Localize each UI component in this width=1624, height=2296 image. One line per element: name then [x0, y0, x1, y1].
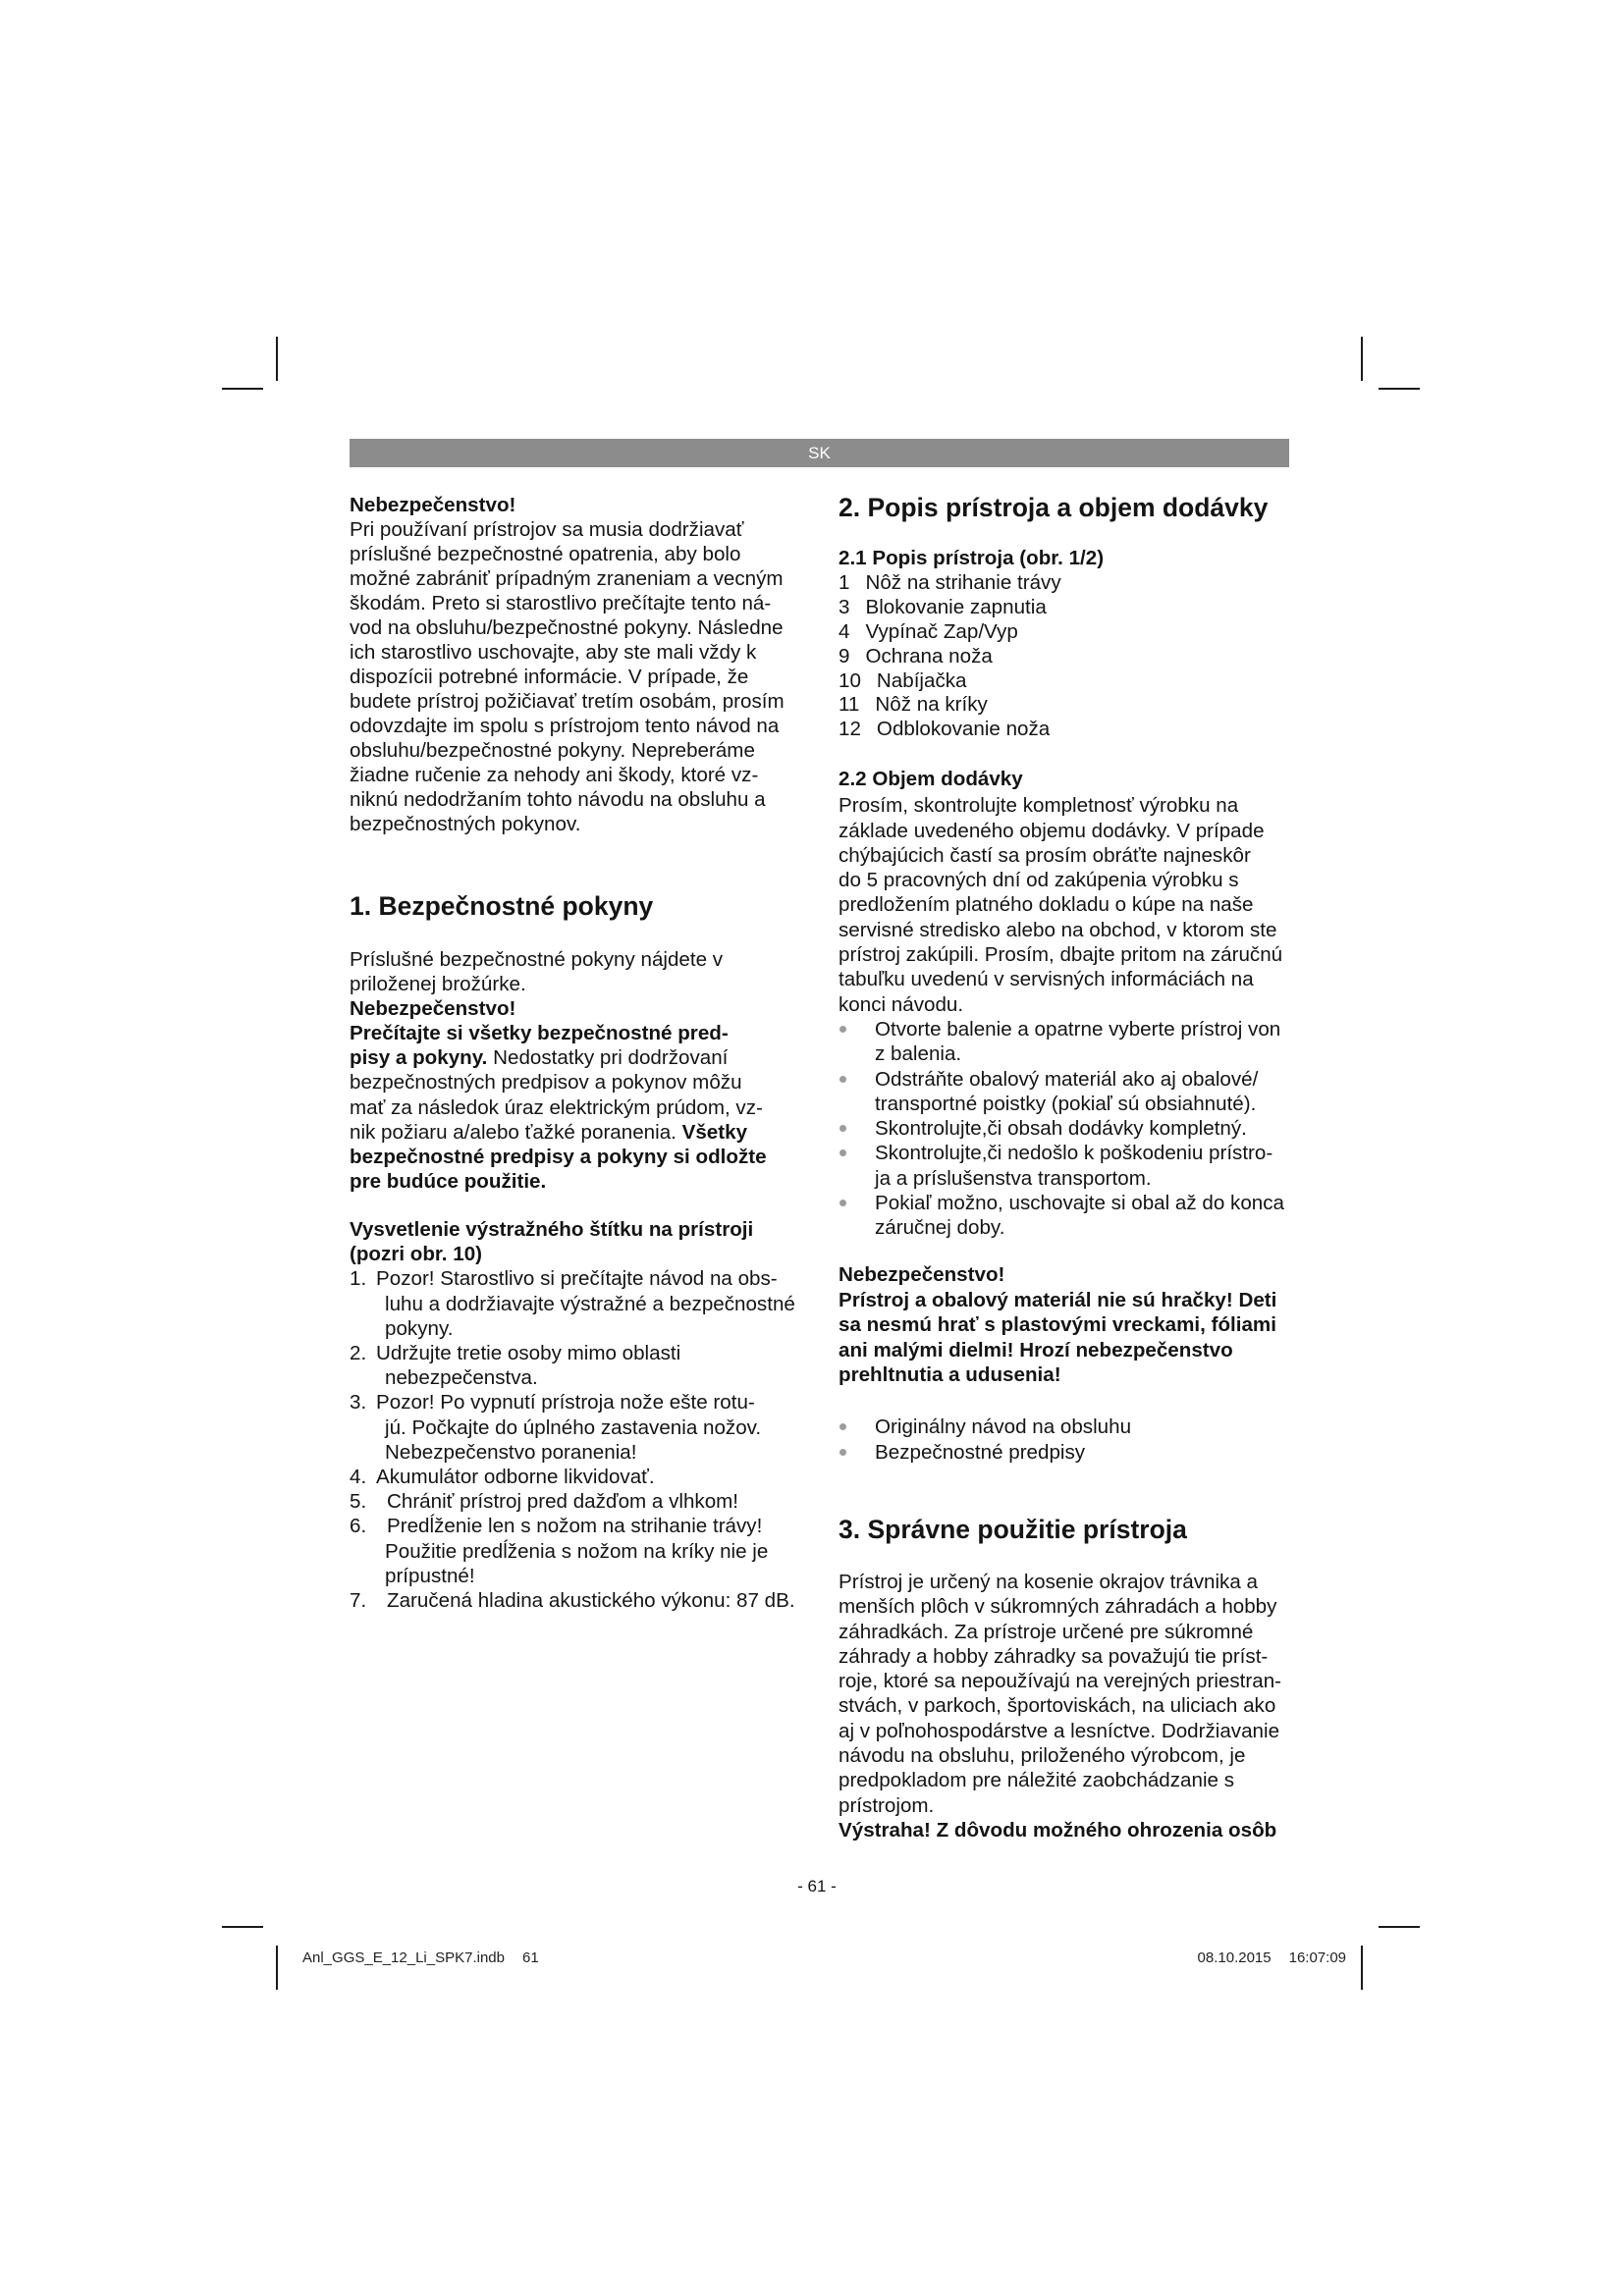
label-item: [350, 1588, 821, 1613]
label-item: [350, 1514, 821, 1588]
crop-mark-bottom-left-vertical: [276, 1946, 278, 1990]
footer-date: 08.10.2015: [1197, 1949, 1272, 1966]
label-item-number: 5.: [350, 1490, 367, 1514]
section-1-heading: 1. Bezpečnostné pokyny: [350, 891, 654, 921]
section-1-body: [350, 947, 821, 1194]
parts-item: [839, 718, 1310, 742]
label-item: [350, 1465, 821, 1489]
section-3-warning: Výstraha! Z dôvodu možného ohrozenia osôb: [839, 1818, 1277, 1842]
label-item-number: 4.: [350, 1466, 367, 1489]
label-item: [350, 1341, 821, 1390]
footer-time: 16:07:09: [1288, 1949, 1346, 1966]
delivery-bullet: [839, 1116, 1310, 1141]
delivery-bullet: [839, 1191, 1310, 1241]
danger-text: Prístroj a obalový materiál nie sú hračky! Deti sa nesmú hrať s plastovými vreckami, fóliami ani malými dielmi! Hrozí nebezpečenstvo prehltnutia a udusenia!: [839, 1288, 1277, 1387]
crop-mark-bottom-right-vertical: [1361, 1946, 1363, 1990]
delivery-bullet-text: Skontrolujte,či obsah dodávky kompletný.: [875, 1117, 1247, 1141]
page-number: - 61 -: [797, 1877, 837, 1896]
bullet-icon: [839, 1026, 846, 1033]
parts-item: [839, 596, 1310, 620]
delivery-bullet: [839, 1141, 1310, 1191]
language-header-bar: [350, 439, 1289, 467]
parts-item-label: Vypínač Zap/Vyp: [865, 619, 1018, 643]
included-bullet: [839, 1415, 1310, 1440]
intro-warning: [350, 493, 821, 836]
danger-notice: [839, 1262, 1310, 1388]
section-1-warning-paragraph: [350, 1021, 821, 1194]
crop-mark-bottom-left-horizontal: [222, 1926, 263, 1928]
bullet-icon: [839, 1149, 846, 1156]
crop-mark-top-left-horizontal: [222, 388, 263, 390]
label-explanation: [350, 1217, 821, 1613]
parts-item-label: Ochrana noža: [865, 644, 993, 667]
label-item-text: Pozor! Po vypnutí prístroja nože ešte rotu- jú. Počkajte do úplného zastavenia nožov. Nebezpečenstvo poranenia!: [376, 1391, 762, 1464]
parts-item-label: Nôž na strihanie trávy: [865, 570, 1061, 594]
parts-item-number: 3: [839, 595, 850, 618]
footer-timestamp: [1198, 1949, 1346, 1967]
warning-text: Nedostatky pri dodržovaní bezpečnostných predpisov a pokynov môžu mať za následok úraz elektrickým prúdom, vz- nik požiaru a/alebo ťažké poranenia.: [350, 1046, 763, 1144]
label-item-text: Pozor! Starostlivo si prečítajte návod na obs- luhu a dodržiavajte výstražné a bezpečnostné pokyny.: [376, 1267, 795, 1340]
footer-file-info: [302, 1949, 539, 1967]
delivery-bullet-text: Pokiaľ možno, uschovajte si obal až do konca záručnej doby.: [875, 1192, 1284, 1240]
parts-item-label: Nôž na kríky: [875, 693, 988, 717]
parts-item-number: 1: [839, 570, 850, 594]
footer-sheet-number: 61: [521, 1949, 539, 1966]
included-documents: [839, 1415, 1310, 1465]
section-3-text: Prístroj je určený na kosenie okrajov trávnika a menších plôch v súkromných záhradách a hobby záhradkách. Za prístroje určené pre súkromné záhrady a hobby záhradky sa považujú tie príst- roje, ktoré sa nepoužívajú na verejných priestran- stvách, v parkoch, športoviskách, na uliciach ako aj v poľnohospodárstve a lesníctve. Dodržiavanie návodu na obsluhu, priloženého výrobcom, je predpokladom pre náležité zaobchádzanie s prístrojom.: [839, 1571, 1282, 1817]
included-bullet-text: Originálny návod na obsluhu: [875, 1415, 1132, 1438]
parts-item: [839, 645, 1310, 669]
label-item-text: Zaručená hladina akustického výkonu: 87 dB.: [387, 1589, 795, 1613]
crop-mark-top-right-horizontal: [1379, 388, 1420, 390]
parts-item-label: Nabíjačka: [876, 668, 967, 692]
delivery-title: 2.2 Objem dodávky: [839, 768, 1023, 790]
label-item-text: Akumulátor odborne likvidovať.: [376, 1466, 655, 1489]
parts-item-label: Odblokovanie noža: [876, 718, 1051, 741]
crop-mark-top-left-vertical: [276, 337, 278, 381]
parts-item: [839, 693, 1310, 718]
label-explanation-title: Vysvetlenie výstražného štítku na prístroji (pozri obr. 10): [350, 1218, 754, 1266]
parts-item: [839, 620, 1310, 645]
delivery-bullet-text: Skontrolujte,či nedošlo k poškodeniu prístro- ja a príslušenstva transportom.: [875, 1142, 1273, 1190]
bullet-icon: [839, 1449, 846, 1456]
crop-mark-bottom-right-horizontal: [1379, 1926, 1420, 1928]
label-item: [350, 1489, 821, 1514]
label-item-text: Predĺženie len s nožom na strihanie trávy! Použitie predĺženia s nožom na kríky nie je prípustné!: [385, 1515, 769, 1587]
intro-warning-text: Pri používaní prístrojov sa musia dodržiavať príslušné bezpečnostné opatrenia, aby bolo možné zabrániť prípadným zraneniam a vecným škodám. Preto si starostlivo prečítajte tento ná- vod na obsluhu/bezpečnostné pokyny. Následne ich starostlivo uschovajte, aby ste mali vždy k dispozícii potrebné informácie. V prípade, že budete prístroj požičiavať tretím osobám, prosím odovzdajte im spolu s prístrojom tento návod na obsluhu/bezpečnostné pokyny. Nepreberáme žiadne ručenie za nehody ani škody, ktoré vz- niknú nedodržaním tohto návodu na obsluhu a bezpečnostných pokynov.: [350, 518, 785, 835]
warning-bold-start: Prečítajte si všetky bezpečnostné pred- pisy a pokyny.: [350, 1022, 729, 1070]
label-item-number: 7.: [350, 1589, 367, 1613]
bullet-icon: [839, 1423, 846, 1430]
label-item: [350, 1266, 821, 1341]
section-1-intro: Príslušné bezpečnostné pokyny nájdete v priloženej brožúrke.: [350, 948, 724, 996]
bullet-icon: [839, 1200, 846, 1206]
parts-description: [839, 547, 1310, 742]
warning-bold-end: Všetky bezpečnostné predpisy a pokyny si odložte pre budúce použitie.: [350, 1120, 767, 1193]
delivery-bullet: [839, 1017, 1310, 1067]
parts-item-number: 12: [839, 718, 861, 741]
bullet-icon: [839, 1076, 846, 1083]
delivery-text: Prosím, skontrolujte kompletnosť výrobku na základe uvedeného objemu dodávky. V prípade chýbajúcich častí sa prosím obráťte najneskôr do 5 pracovných dní od zakúpenia výrobku s predložením platného dokladu o kúpe na naše servisné stredisko alebo na obchod, v ktorom ste prístroj zakúpili. Prosím, dbajte pritom na záručnú tabuľku uvedenú v servisných informáciách na konci návodu.: [839, 794, 1283, 1016]
section-3-heading: 3. Správne použitie prístroja: [839, 1515, 1187, 1544]
parts-item-number: 9: [839, 644, 850, 667]
included-bullet: [839, 1440, 1310, 1466]
label-item-number: 2.: [350, 1342, 367, 1365]
delivery-bullet-text: Odstráňte obalový materiál ako aj obalové/ transportné poistky (pokiaľ sú obsiahnuté).: [875, 1067, 1259, 1115]
parts-title: 2.1 Popis prístroja (obr. 1/2): [839, 547, 1105, 569]
section-2-heading: 2. Popis prístroja a objem dodávky: [839, 493, 1269, 522]
parts-item-label: Blokovanie zapnutia: [865, 595, 1047, 618]
language-code: SK: [808, 444, 831, 462]
label-item-text: Udržujte tretie osoby mimo oblasti nebezpečenstva.: [376, 1342, 681, 1390]
label-item-text: Chrániť prístroj pred dažďom a vlhkom!: [387, 1490, 739, 1514]
parts-item: [839, 669, 1310, 694]
delivery-bullet: [839, 1067, 1310, 1117]
delivery-scope: [839, 767, 1310, 1241]
parts-item: [839, 571, 1310, 596]
parts-item-number: 11: [839, 693, 860, 717]
label-item-number: 6.: [350, 1515, 367, 1538]
section-3-body: [839, 1570, 1310, 1842]
label-item: [350, 1390, 821, 1465]
crop-mark-top-right-vertical: [1361, 337, 1363, 381]
bullet-icon: [839, 1125, 846, 1132]
footer-file-name: Anl_GGS_E_12_Li_SPK7.indb: [302, 1949, 505, 1966]
label-item-number: 3.: [350, 1391, 367, 1415]
parts-item-number: 10: [839, 668, 861, 692]
section-1-warning-title: Nebezpečenstvo!: [350, 997, 516, 1021]
danger-title: Nebezpečenstvo!: [839, 1263, 1005, 1286]
label-item-number: 1.: [350, 1267, 367, 1291]
intro-warning-title: Nebezpečenstvo!: [350, 494, 516, 516]
delivery-bullet-text: Otvorte balenie a opatrne vyberte prístroj von z balenia.: [875, 1017, 1281, 1066]
parts-item-number: 4: [839, 619, 850, 643]
included-bullet-text: Bezpečnostné predpisy: [875, 1440, 1086, 1464]
